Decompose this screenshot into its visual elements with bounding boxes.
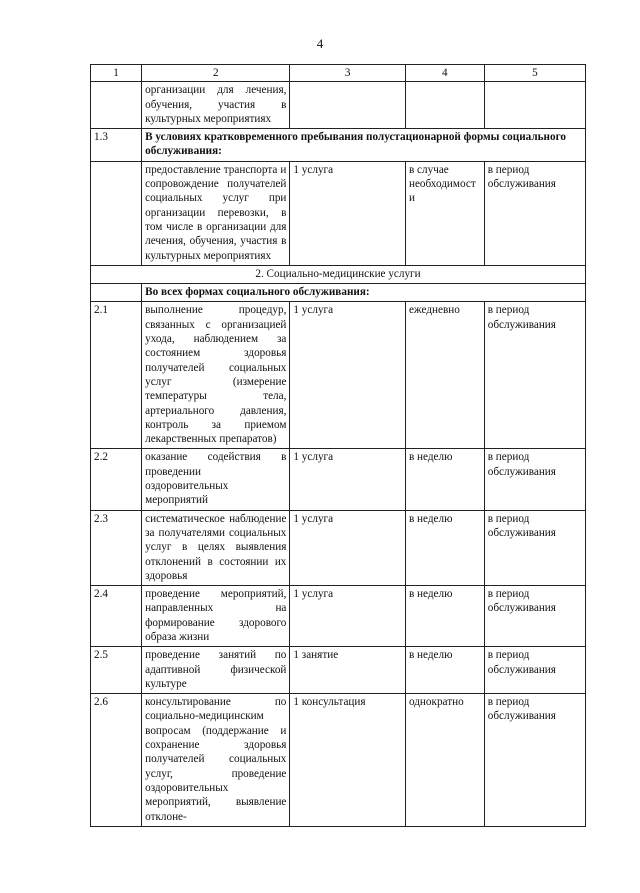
header-col-5: 5 <box>484 65 585 82</box>
page-number: 4 <box>316 36 324 51</box>
service-description: оказание содействия в проведении оздоровительных мероприятий <box>142 449 290 510</box>
service-quantity: 1 услуга <box>290 449 406 510</box>
row-number: 2.3 <box>91 510 142 585</box>
row-number <box>91 82 142 129</box>
service-quantity: 1 консультация <box>290 694 406 827</box>
service-frequency: в неделю <box>405 449 484 510</box>
header-col-4: 4 <box>405 65 484 82</box>
service-description: систематическое наблюдение за получателями социальных услуг в целях выявления отклонений в состоянии их здоровья <box>142 510 290 585</box>
subsection-title: Во всех формах социального обслуживания: <box>142 284 586 302</box>
row-number <box>91 161 142 265</box>
table-row-2-2 <box>91 449 586 510</box>
table-row-2-3 <box>91 510 586 585</box>
service-quantity <box>290 82 406 129</box>
service-frequency: в неделю <box>405 586 484 647</box>
service-description: проведение занятий по адаптивной физической культуре <box>142 647 290 694</box>
service-quantity: 1 услуга <box>290 302 406 449</box>
service-frequency: в случае необходимости <box>405 161 484 265</box>
service-quantity: 1 услуга <box>290 161 406 265</box>
service-period: в период обслуживания <box>484 586 585 647</box>
table-row-2-5 <box>91 647 586 694</box>
header-row <box>91 65 586 82</box>
row-number: 2.5 <box>91 647 142 694</box>
service-description: выполнение процедур, связанных с организацией ухода, наблюдением за состоянием здоровья получателей социальных услуг (измерение температуры тела, артериального давления, контроль за приемом лекарственных препаратов) <box>142 302 290 449</box>
service-period: в период обслуживания <box>484 510 585 585</box>
service-period: в период обслуживания <box>484 302 585 449</box>
table-row-2-4 <box>91 586 586 647</box>
service-description: организации для лечения, обучения, участия в культурных мероприятиях <box>142 82 290 129</box>
service-frequency: однократно <box>405 694 484 827</box>
section-title: 2. Социально-медицинские услуги <box>91 265 586 283</box>
service-frequency: в неделю <box>405 510 484 585</box>
service-frequency: в неделю <box>405 647 484 694</box>
row-number <box>91 284 142 302</box>
service-period: в период обслуживания <box>484 647 585 694</box>
service-period: в период обслуживания <box>484 449 585 510</box>
header-col-1: 1 <box>91 65 142 82</box>
service-description: проведение мероприятий, направленных на формирование здорового образа жизни <box>142 586 290 647</box>
service-quantity: 1 услуга <box>290 586 406 647</box>
section-row-2 <box>91 265 586 283</box>
row-number: 2.1 <box>91 302 142 449</box>
section-title: В условиях кратковременного пребывания полустационарной формы социального обслуживания: <box>142 129 586 162</box>
service-period: в период обслуживания <box>484 161 585 265</box>
table-row-2-6 <box>91 694 586 827</box>
table-row-continuation <box>91 82 586 129</box>
row-number: 2.2 <box>91 449 142 510</box>
services-table <box>90 64 586 827</box>
row-number: 2.4 <box>91 586 142 647</box>
service-description: консультирование по социально-медицинским вопросам (поддержание и сохранение здоровья получателей социальных услуг, проведение оздоровительных мероприятий, выявление отклоне- <box>142 694 290 827</box>
service-frequency <box>405 82 484 129</box>
header-col-3: 3 <box>290 65 406 82</box>
service-quantity: 1 занятие <box>290 647 406 694</box>
section-row-1-3 <box>91 129 586 162</box>
service-frequency: ежедневно <box>405 302 484 449</box>
row-number: 1.3 <box>91 129 142 162</box>
header-col-2: 2 <box>142 65 290 82</box>
service-quantity: 1 услуга <box>290 510 406 585</box>
table-row-1-3 <box>91 161 586 265</box>
service-period: в период обслуживания <box>484 694 585 827</box>
table-row-2-1 <box>91 302 586 449</box>
row-number: 2.6 <box>91 694 142 827</box>
service-description: предоставление транспорта и сопровождение получателей социальных услуг при организации перевозки, в том числе в организации для лечения, обучения, участия в культурных мероприятиях <box>142 161 290 265</box>
service-period <box>484 82 585 129</box>
subsection-row-2 <box>91 284 586 302</box>
